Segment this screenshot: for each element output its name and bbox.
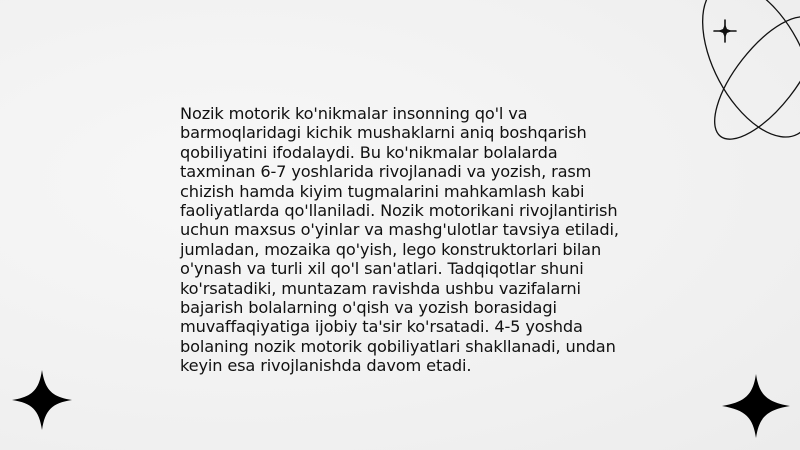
orbit-sparkle-icon	[640, 0, 800, 180]
body-paragraph: Nozik motorik ko'nikmalar insonning qo'l va barmoqlaridagi kichik mushaklarni aniq boshqarish qobiliyatini ifodalaydi. Bu ko'nikmalar bolalarda taxminan 6-7 yoshlarida rivojlanadi va yozish, rasm chizish hamda kiyim tugmalarini mahkamlash kabi faoliyatlarda qo'llaniladi. Nozik motorikani rivojlantirish uchun maxsus o'yinlar va mashg'ulotlar tavsiya etiladi, jumladan, mozaika qo'yish, lego konstruktorlari bilan o'ynash va turli xil qo'l san'atlari. Tadqiqotlar shuni ko'rsatadiki, muntazam ravishda ushbu vazifalarni bajarish bolalarning o'qish va yozish borasidagi muvaffaqiyatiga ijobiy ta'sir ko'rsatadi. 4-5 yoshda bolaning nozik motorik qobiliyatlari shakllanadi, undan keyin esa rivojlanishda davom etadi.	[180, 104, 619, 376]
four-point-star-icon	[10, 368, 74, 432]
four-point-star-icon	[720, 372, 792, 440]
